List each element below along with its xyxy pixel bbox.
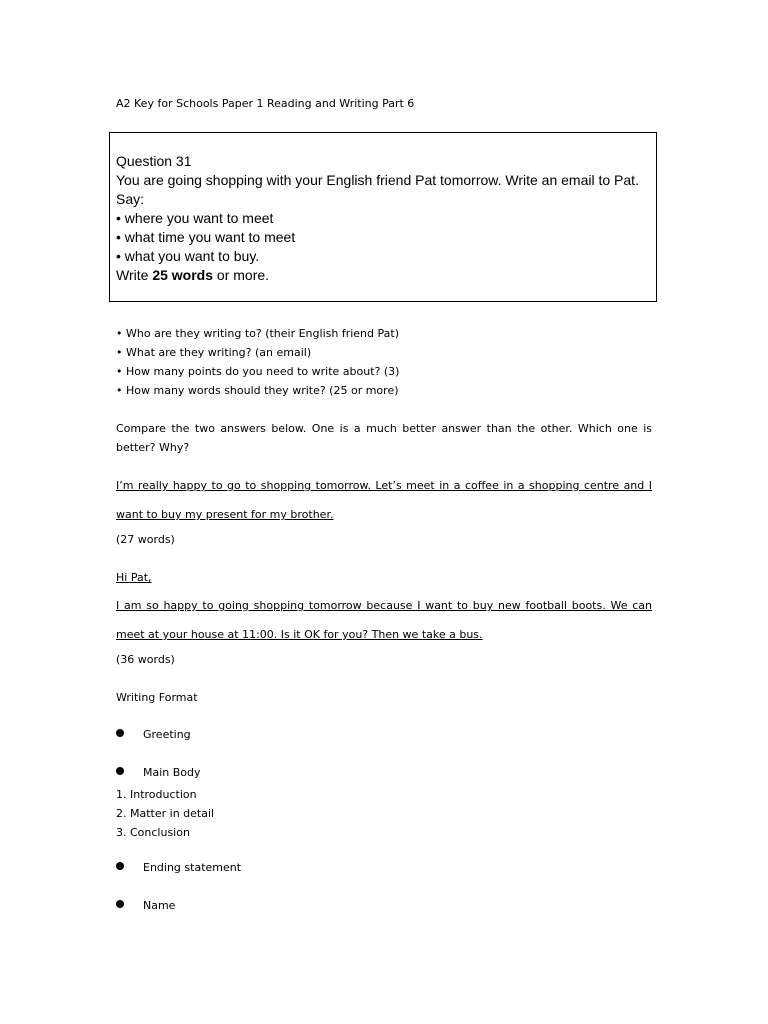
sample-answer-2: I am so happy to going shopping tomorrow because I want to buy new football boots. We can meet at your house at 11:00. Is it OK for you? Then we take a bus. [116,599,652,641]
sub-item: 3. Conclusion [116,826,190,839]
task-bullet: • where you want to meet [116,209,650,228]
bullet-dot-icon [116,767,124,775]
task-box [109,132,657,302]
compare-instruction: Compare the two answers below. One is a much better answer than the other. Which one is better? Why? [116,422,652,454]
sub-item: 1. Introduction [116,788,197,801]
word-count-2: (36 words) [116,653,175,666]
guiding-question: • What are they writing? (an email) [116,343,399,362]
sub-item: 2. Matter in detail [116,807,215,820]
guiding-question: • How many points do you need to write about? (3) [116,362,399,381]
guiding-questions [116,324,399,400]
task-bullet: • what you want to buy. [116,247,650,266]
task-say-label: Say: [116,191,145,207]
format-item-name: Name [116,899,175,912]
guiding-question: • How many words should they write? (25 or more) [116,381,399,400]
task-instruction: You are going shopping with your English friend Pat tomorrow. Write an email to Pat. [116,172,639,188]
document-title: A2 Key for Schools Paper 1 Reading and Writing Part 6 [116,97,415,110]
format-item-greeting: Greeting [116,728,191,741]
format-item-main-body: Main Body [116,766,201,779]
writing-format-title: Writing Format [116,691,198,704]
bullet-dot-icon [116,862,124,870]
guiding-question: • Who are they writing to? (their English friend Pat) [116,324,399,343]
sample-answer-1: I’m really happy to go to shopping tomorrow. Let’s meet in a coffee in a shopping centre and I want to buy my present for my brother. [116,479,652,521]
sample-answer-2-greeting: Hi Pat, [116,571,152,584]
main-body-sub-list [116,785,214,842]
word-count-emphasis: 25 words [152,267,214,283]
bullet-dot-icon [116,900,124,908]
word-count-1: (27 words) [116,533,175,546]
task-bullet-list [116,209,650,266]
task-bullet: • what time you want to meet [116,228,650,247]
bullet-dot-icon [116,729,124,737]
question-number: Question 31 [116,153,192,169]
format-item-ending: Ending statement [116,861,241,874]
word-requirement: Write 25 words or more. [116,267,270,283]
